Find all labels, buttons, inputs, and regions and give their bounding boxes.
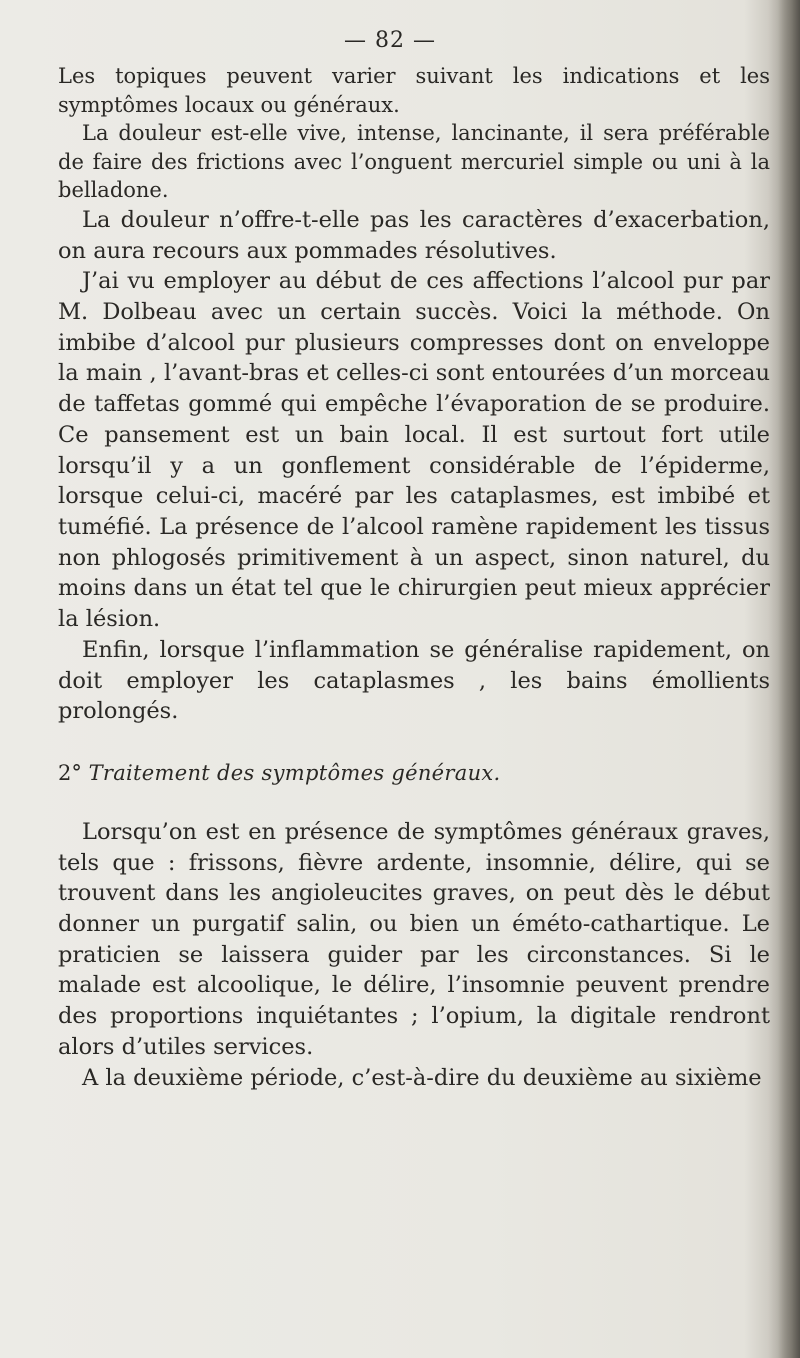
section-title: Traitement des symptômes généraux. — [88, 760, 501, 785]
section-number: 2° — [58, 760, 82, 785]
paragraph-exacerbation: La douleur n’offre-t-elle pas les caractères d’exacerbation, on aura recours aux pommades résolutives. — [58, 206, 770, 264]
page-number: — 82 — — [344, 28, 436, 53]
paragraph-enfin: Enfin, lorsque l’inflammation se généralise rapidement, on doit employer les cataplasmes , les bains émollients prolongés. — [58, 636, 770, 725]
paragraph-topiques: Les topiques peuvent varier suivant les indications et les symptômes locaux ou généraux. — [58, 64, 770, 117]
paragraph-symptomes-generaux: Lorsqu’on est en présence de symptômes généraux graves, tels que : frissons, fièvre ardente, insomnie, délire, qui se trouvent dans les angioleucites graves, on peut dès le début donner un purgatif salin, ou bien un éméto-cathartique. Le praticien se laissera guider par les circonstances. Si le malade est alcoolique, le délire, l’insomnie peuvent prendre des proportions inquiétantes ; l’opium, la digitale rendront alors d’utiles services. — [58, 818, 770, 1060]
paragraph-deuxieme-periode: A la deuxième période, c’est-à-dire du deuxième au sixième — [82, 1064, 762, 1091]
page-edge-shadow — [778, 0, 800, 1358]
paragraph-douleur-vive: La douleur est-elle vive, intense, lancinante, il sera préférable de faire des frictions avec l’onguent mercuriel simple ou uni à la belladone. — [58, 121, 770, 203]
section-heading — [58, 759, 770, 787]
body-text — [58, 62, 770, 1093]
paragraph-alcool: J’ai vu employer au début de ces affections l’alcool pur par M. Dolbeau avec un certain succès. Voici la méthode. On imbibe d’alcool pur plusieurs compresses dont on enveloppe la main , l’avant-bras et celles-ci sont entourées d’un morceau de taffetas gommé qui empêche l’évaporation de se produire. Ce pansement est un bain local. Il est surtout fort utile lorsqu’il y a un gonflement considérable de l’épiderme, lorsque celui-ci, macéré par les cataplasmes, est imbibé et tuméfié. La présence de l’alcool ramène rapidement les tissus non phlogosés primitivement à un aspect, sinon naturel, du moins dans un état tel que le chirurgien peut mieux apprécier la lésion. — [58, 268, 770, 633]
